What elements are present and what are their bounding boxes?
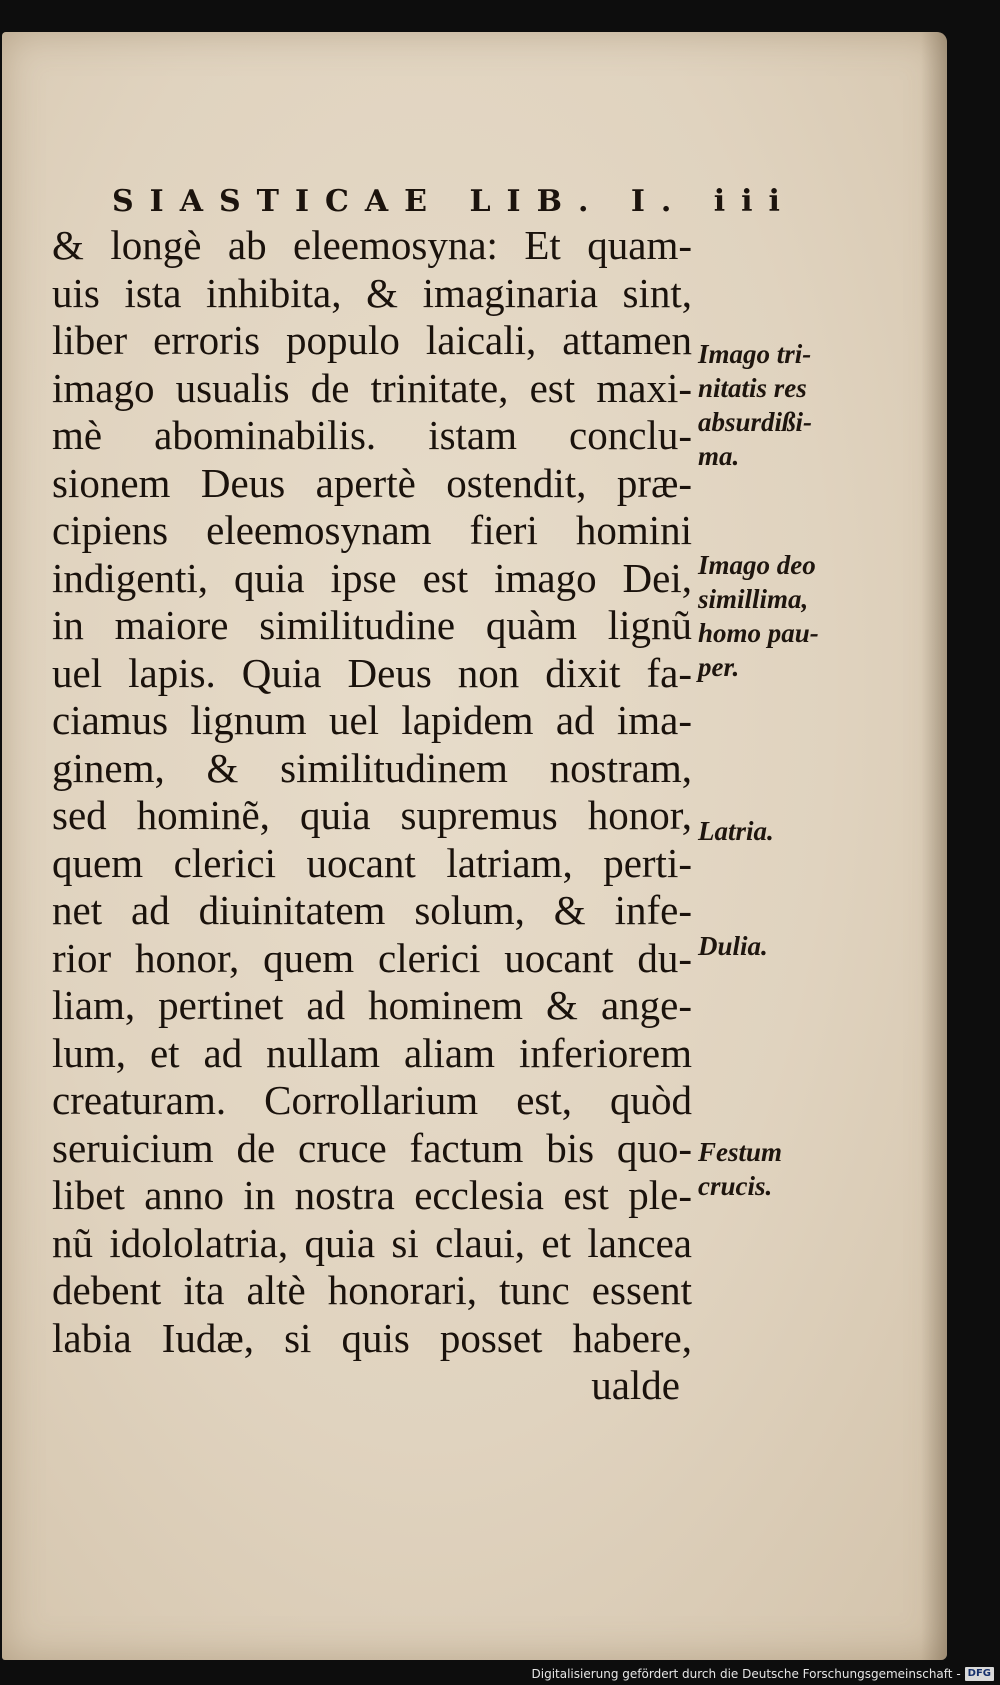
text-line: nũ idololatria, quia si claui, et lancea [52, 1219, 692, 1266]
text-line: mè abominabilis. istam conclu- [52, 412, 692, 458]
marginal-note-line: Latria. [698, 816, 774, 846]
text-line: liber erroris populo laicali, attamen [52, 317, 692, 363]
dfg-logo: DFG [965, 1667, 994, 1681]
text-line: uis ista inhibita, & imaginaria sint, [52, 269, 692, 316]
marginal-note-line: Festum [698, 1137, 783, 1167]
book-page [2, 32, 947, 1660]
text-line: seruicium de cruce factum bis quo- [52, 1124, 692, 1171]
text-line: ginem, & similitudinem nostram, [52, 744, 692, 791]
marginal-note-line: homo pau- [698, 618, 819, 648]
text-line: sionem Deus apertè ostendit, præ- [52, 459, 692, 506]
marginal-note-line: Imago tri- [698, 339, 812, 369]
text-line: indigenti, quia ipse est imago Dei, [52, 554, 692, 601]
marginal-note-line: nitatis res [698, 373, 807, 403]
marginal-note-festum-crucis [698, 1135, 782, 1203]
text-line: imago usualis de trinitate, est maxi- [52, 364, 692, 411]
marginal-note-line: per. [698, 652, 740, 682]
marginal-note-line: Imago deo [698, 550, 816, 580]
text-line: sed hominẽ, quia supremus honor, [52, 792, 692, 838]
text-line: ciamus lignum uel lapidem ad ima- [52, 697, 692, 743]
text-line: libet anno in nostra ecclesia est ple- [52, 1172, 692, 1218]
text-line: labia Iudæ, si quis posset habere, [52, 1314, 692, 1361]
show-through-texture [702, 762, 902, 1022]
main-text-column [52, 222, 692, 1410]
credit-text: Digitalisierung gefördert durch die Deutsche Forschungsgemeinschaft - [531, 1667, 961, 1681]
marginal-note-latria [698, 814, 774, 848]
text-line: rior honor, quem clerici uocant du- [52, 934, 692, 981]
text-line: lum, et ad nullam aliam inferiorem [52, 1029, 692, 1076]
text-line: in maiore similitudine quàm lignũ [52, 602, 692, 648]
text-line: quem clerici uocant latriam, perti- [52, 839, 692, 886]
marginal-note-line: Dulia. [698, 931, 768, 961]
marginal-note-imago-trinitatis [698, 337, 812, 473]
marginal-note-imago-deo [698, 548, 819, 684]
text-line: creaturam. Corrollarium est, quòd [52, 1077, 692, 1123]
marginal-note-line: crucis. [698, 1171, 773, 1201]
marginal-note-line: absurdißi- [698, 407, 813, 437]
text-line: net ad diuinitatem solum, & infe- [52, 887, 692, 933]
text-line: debent ita altè honorari, tunc essent [52, 1267, 692, 1313]
text-line: uel lapis. Quia Deus non dixit fa- [52, 649, 692, 696]
text-line: cipiens eleemosynam fieri homini [52, 507, 692, 553]
catchword: ualde [591, 1362, 680, 1408]
digitization-credit [532, 1667, 995, 1681]
running-head: SIASTICAE LIB. I. iii [112, 184, 796, 219]
page-edge-shadow [921, 32, 947, 1660]
text-line: & longè ab eleemosyna: Et quam- [52, 222, 692, 268]
marginal-note-line: ma. [698, 441, 740, 471]
marginal-note-dulia [698, 929, 768, 963]
text-line: liam, pertinet ad hominem & ange- [52, 982, 692, 1028]
marginal-note-line: simillima, [698, 584, 809, 614]
